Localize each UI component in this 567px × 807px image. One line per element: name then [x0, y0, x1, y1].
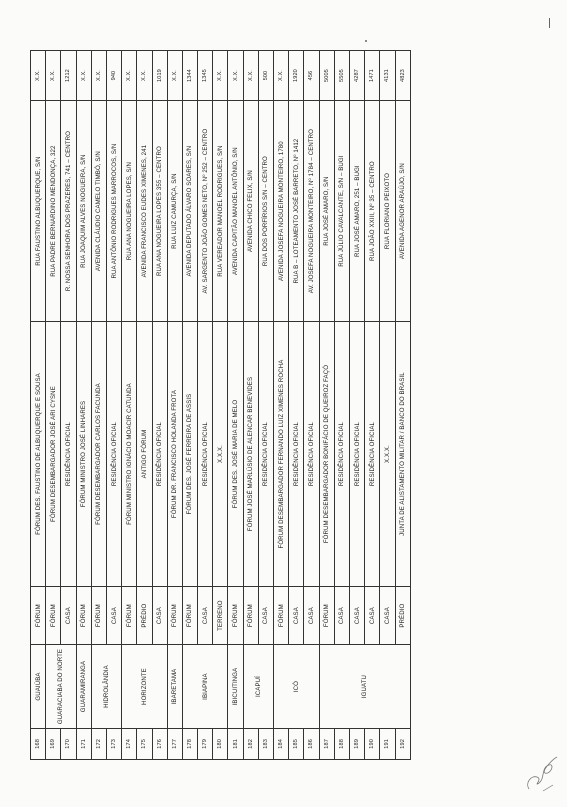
row-number: 180 [213, 728, 228, 759]
code-cell: X.X. [274, 51, 289, 101]
row-number: 170 [61, 728, 76, 759]
type-cell: CASA [304, 586, 319, 644]
table-row [228, 51, 243, 760]
address-cell: RUA ANA NOGUEIRA LOPES, S/N [122, 101, 137, 322]
name-cell: RESIDÊNCIA OFICIAL [198, 322, 213, 587]
code-cell: 1019 [152, 51, 167, 101]
code-cell: 1345 [198, 51, 213, 101]
address-cell: RUA JOSÉ AMARO, S/N [319, 101, 334, 322]
row-number: 171 [76, 728, 91, 759]
address-cell: AVENIDA CHICO FELIX, S/N [243, 101, 258, 322]
address-cell: RUA DOS PORFÍRIOS S/N – CENTRO [258, 101, 273, 322]
address-cell: AVENIDA JOSEFA NOGUEIRA MONTEIRO, 1780 [274, 101, 289, 322]
type-cell: FÓRUM [182, 586, 197, 644]
code-cell: 1212 [61, 51, 76, 101]
code-cell: X.X. [137, 51, 152, 101]
code-cell: 5505 [334, 51, 349, 101]
city-cell: IBARETAMA [167, 645, 182, 728]
type-cell: CASA [198, 586, 213, 644]
type-cell: FÓRUM [76, 586, 91, 644]
code-cell: X.X. [31, 51, 46, 101]
type-cell: FÓRUM [243, 586, 258, 644]
type-cell: TERRENO [213, 586, 228, 644]
row-number: 178 [182, 728, 197, 759]
name-cell: FÓRUM DESEMBARGADOR JOSÉ ARI CYSNE [46, 322, 61, 587]
row-number: 182 [243, 728, 258, 759]
code-cell: X.X. [122, 51, 137, 101]
row-number: 185 [289, 728, 304, 759]
code-cell: 5005 [319, 51, 334, 101]
code-cell: X.X. [91, 51, 106, 101]
row-number: 184 [274, 728, 289, 759]
table-row [182, 51, 197, 760]
code-cell: 1471 [365, 51, 380, 101]
address-cell: AVENIDA AGENOR ARAÚJO, S/N [395, 101, 410, 322]
type-cell: CASA [106, 586, 121, 644]
type-cell: FÓRUM [319, 586, 334, 644]
address-cell: RUA FLORIANO PEIXOTO [380, 101, 395, 322]
type-cell: CASA [380, 586, 395, 644]
city-cell: ICAPUÍ [243, 645, 273, 728]
name-cell: FÓRUM DES. JOSÉ MARIA DE MELO [228, 322, 243, 587]
address-cell: AV. JOSEFA NOGUEIRA MONTEIRO, Nº 1784 – CENTRO [304, 101, 319, 322]
row-number: 168 [31, 728, 46, 759]
address-cell: AVENIDA FRANCISCO EUDES XIMENES, 241 [137, 101, 152, 322]
name-cell: FÓRUM JOSÉ MARLÚSIO DE ALENCAR BENEVIDES [243, 322, 258, 587]
code-cell: X.X. [213, 51, 228, 101]
address-cell: RUA FAUSTINO ALBUQUERQUE, S/N [31, 101, 46, 322]
type-cell: CASA [61, 586, 76, 644]
code-cell: X.X. [228, 51, 243, 101]
city-cell: HIDROLÂNDIA [91, 645, 121, 728]
code-cell: 456 [304, 51, 319, 101]
table-body [31, 51, 411, 760]
name-cell: X.X.X. [213, 322, 228, 587]
city-cell: IBICUITINGA [228, 645, 243, 728]
city-cell: ICÓ [274, 645, 320, 728]
address-cell: RUA JOSÉ AMARO, 251 – BUGI [349, 101, 364, 322]
type-cell: FÓRUM [46, 586, 61, 644]
type-cell: FÓRUM [228, 586, 243, 644]
scan-dot [365, 40, 367, 42]
name-cell: ANTIGO FÓRUM [137, 322, 152, 587]
type-cell: CASA [365, 586, 380, 644]
city-cell: GUARAMIRANGA [76, 645, 91, 728]
row-number: 174 [122, 728, 137, 759]
code-cell: 4823 [395, 51, 410, 101]
type-cell: CASA [152, 586, 167, 644]
table-row [319, 51, 334, 760]
type-cell: CASA [334, 586, 349, 644]
type-cell: FÓRUM [31, 586, 46, 644]
row-number: 179 [198, 728, 213, 759]
row-number: 186 [304, 728, 319, 759]
table-row [122, 51, 137, 760]
code-cell: X.X. [167, 51, 182, 101]
type-cell: CASA [349, 586, 364, 644]
rotated-table-container [30, 50, 542, 760]
table-row [76, 51, 91, 760]
code-cell: 4131 [380, 51, 395, 101]
table-row [167, 51, 182, 760]
name-cell: X.X.X. [380, 322, 395, 587]
row-number: 188 [334, 728, 349, 759]
table-row [274, 51, 289, 760]
type-cell: CASA [258, 586, 273, 644]
address-cell: RUA ANA NOGUEIRA LOPES 355 – CENTRO [152, 101, 167, 322]
name-cell: RESIDÊNCIA OFICIAL [152, 322, 167, 587]
row-number: 172 [91, 728, 106, 759]
code-cell: 940 [106, 51, 121, 101]
type-cell: FÓRUM [122, 586, 137, 644]
row-number: 176 [152, 728, 167, 759]
name-cell: FÓRUM MINISTRO IGNÁCIO MOACIR CATUNDA [122, 322, 137, 587]
code-cell: 1920 [289, 51, 304, 101]
city-cell: GUAIÚBA [31, 645, 46, 728]
row-number: 187 [319, 728, 334, 759]
row-number: 190 [365, 728, 380, 759]
name-cell: FÓRUM DESEMBARGADOR CARLOS FACUNDA [91, 322, 106, 587]
code-cell: X.X. [243, 51, 258, 101]
name-cell: FÓRUM DR. FRANCISCO HOLANDA FROTA [167, 322, 182, 587]
name-cell: FÓRUM DES. JOSÉ FERREIRA DE ASSIS [182, 322, 197, 587]
row-number: 175 [137, 728, 152, 759]
name-cell: RESIDÊNCIA OFICIAL [365, 322, 380, 587]
address-cell: AVENIDA CAPITÃO MANOEL ANTÔNIO, S/N [228, 101, 243, 322]
address-cell: AV. SARGENTO JOÃO GOMES NETO, Nº 252 – CENTRO [198, 101, 213, 322]
name-cell: RESIDÊNCIA OFICIAL [289, 322, 304, 587]
city-cell: IGUATU [319, 645, 410, 728]
row-number: 173 [106, 728, 121, 759]
scan-dot [549, 18, 550, 28]
name-cell: RESIDÊNCIA OFICIAL [304, 322, 319, 587]
city-cell: IBIAPINA [182, 645, 228, 728]
address-cell: R. NOSSA SENHORA DOS PRAZERES, 741 – CENTRO [61, 101, 76, 322]
name-cell: RESIDÊNCIA OFICIAL [334, 322, 349, 587]
table-row [243, 51, 258, 760]
address-cell: RUA JÚLIO CAVALCANTE, S/N – BUGI [334, 101, 349, 322]
type-cell: PRÉDIO [137, 586, 152, 644]
address-cell: RUA VEREADOR MANOEL RODRIGUES, S/N [213, 101, 228, 322]
property-table [30, 50, 411, 760]
row-number: 169 [46, 728, 61, 759]
type-cell: FÓRUM [274, 586, 289, 644]
address-cell: AVENIDA DEPUTADO ÁLVARO SOARES, S/N [182, 101, 197, 322]
type-cell: CASA [289, 586, 304, 644]
name-cell: FÓRUM DES. FAUSTINO DE ALBUQUERQUE E SOUSA [31, 322, 46, 587]
row-number: 189 [349, 728, 364, 759]
address-cell: RUA JOAQUIM ALVES NOGUEIRA, S/N [76, 101, 91, 322]
address-cell: RUA JOÃO XXIII, Nº 35 – CENTRO [365, 101, 380, 322]
type-cell: FÓRUM [91, 586, 106, 644]
name-cell: FÓRUM DESEMBARGADOR BONIFÁCIO DE QUEIROZ FAÇÓ [319, 322, 334, 587]
code-cell: 4287 [349, 51, 364, 101]
table-row [31, 51, 46, 760]
name-cell: RESIDÊNCIA OFICIAL [349, 322, 364, 587]
row-number: 177 [167, 728, 182, 759]
name-cell: RESIDÊNCIA OFICIAL [61, 322, 76, 587]
code-cell: X.X. [46, 51, 61, 101]
table-row [91, 51, 106, 760]
city-cell: HORIZONTE [122, 645, 168, 728]
name-cell: FÓRUM DESEMBARGADOR FERNANDO LUIZ XIMENES ROCHA [274, 322, 289, 587]
row-number: 181 [228, 728, 243, 759]
row-number: 183 [258, 728, 273, 759]
address-cell: RUA B – LOTEAMENTO JOSÉ BARRETO, Nº 1412 [289, 101, 304, 322]
name-cell: FÓRUM MINISTRO JOSÉ LINHARES [76, 322, 91, 587]
table-row [46, 51, 61, 760]
row-number: 192 [395, 728, 410, 759]
name-cell: JUNTA DE ALISTAMENTO MILITAR / BANCO DO BRASIL [395, 322, 410, 587]
address-cell: RUA LUIZ CAMURÇA, S/N [167, 101, 182, 322]
code-cell: X.X. [76, 51, 91, 101]
name-cell: RESIDÊNCIA OFICIAL [258, 322, 273, 587]
code-cell: 1344 [182, 51, 197, 101]
name-cell: RESIDÊNCIA OFICIAL [106, 322, 121, 587]
code-cell: 500 [258, 51, 273, 101]
address-cell: RUA PADRE BERNARDINO MENDONÇA, 322 [46, 101, 61, 322]
address-cell: AVENIDA CLÁUDIO CAMELO TIMBÓ, S/N [91, 101, 106, 322]
row-number: 191 [380, 728, 395, 759]
type-cell: PRÉDIO [395, 586, 410, 644]
address-cell: RUA ANTÔNIO RODRIGUES MARROCOS, S/N [106, 101, 121, 322]
city-cell: GUARACIABA DO NORTE [46, 645, 76, 728]
type-cell: FÓRUM [167, 586, 182, 644]
handwritten-signature [523, 753, 563, 795]
